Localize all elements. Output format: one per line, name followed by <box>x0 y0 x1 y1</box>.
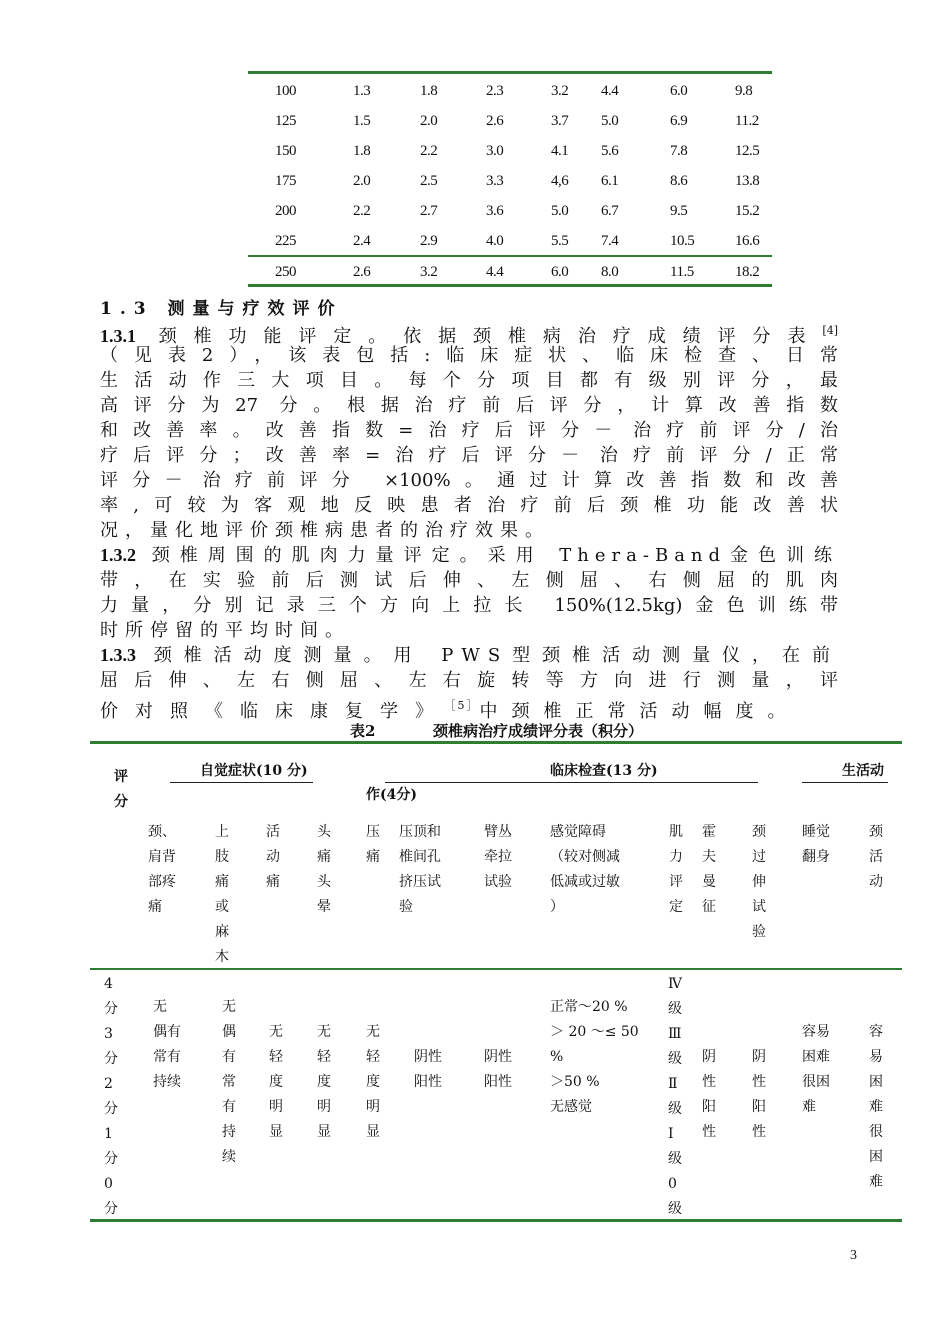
table-cell: 6.0 <box>670 83 688 99</box>
value-movement-pain-line: 轻 <box>269 1049 283 1065</box>
header-sleep-turning-line: 睡觉 <box>802 824 830 840</box>
table-cell: 18.2 <box>735 264 760 280</box>
table-cell: 2.0 <box>420 113 438 129</box>
value-movement-pain-line: 显 <box>269 1124 283 1140</box>
table2-mid-rule <box>90 968 902 970</box>
table-row <box>0 141 950 161</box>
table-cell: 11.5 <box>670 264 694 280</box>
para2-text: 颈椎周围的肌肉力量评定。采用 Thera-Band金色训练 <box>136 545 838 566</box>
para1-line8: 率,可较为客观地反映患者治疗前后颈椎功能改善状 <box>100 495 838 516</box>
score-header-char: 分 <box>114 794 128 810</box>
value-muscle-strength-line: Ⅳ <box>668 976 682 992</box>
value-neck-activity <box>869 1020 929 1195</box>
score-column-line: 1 <box>104 1126 113 1142</box>
value-extension-test-line: 性 <box>752 1074 766 1090</box>
table-row <box>0 231 950 251</box>
header-extension-test-line: 验 <box>752 924 766 940</box>
table2-score-header <box>114 765 174 815</box>
header-hoffmann-sign-line: 征 <box>702 899 716 915</box>
para1-line6: 疗后评分；改善率=治疗后评分－ 治疗前评分/正常 <box>100 445 838 466</box>
value-extension-test-line: 阴 <box>752 1049 766 1065</box>
table2-caption-number: 表2 <box>350 722 376 740</box>
header-muscle-strength-line: 肌 <box>669 824 683 840</box>
header-muscle-strength-line: 定 <box>669 899 683 915</box>
group-header-daily: 生活动 <box>842 763 884 779</box>
header-extension-test-line: 颈 <box>752 824 766 840</box>
value-sensory-line: ＞ 20 ～≤ 50 <box>550 1024 639 1040</box>
value-compression-test-line: 阳性 <box>414 1074 442 1090</box>
score-header-char: 评 <box>114 769 128 785</box>
group-underline-symptoms <box>170 782 313 783</box>
table-cell: 200 <box>275 203 296 219</box>
value-headache-line: 无 <box>317 1024 331 1040</box>
value-limb-pain-line: 无 <box>222 999 236 1015</box>
value-sleep-turning-line: 困难 <box>802 1049 830 1065</box>
value-tenderness-line: 度 <box>366 1074 380 1090</box>
table-cell: 250 <box>275 264 296 280</box>
value-muscle-strength-line: Ⅲ <box>668 1026 682 1042</box>
para1-line2: （见表2），该表包括:临床症状、临床检查、日常 <box>100 345 838 366</box>
para1-number: 1.3.1 <box>100 326 136 346</box>
table2-bottom-rule <box>90 1219 902 1222</box>
value-hoffmann-sign-line: 性 <box>702 1124 716 1140</box>
header-limb-pain-line: 上 <box>215 824 229 840</box>
table-cell: 4.4 <box>601 83 619 99</box>
header-sensory-line: ） <box>550 899 564 915</box>
value-limb-pain-line: 有 <box>222 1099 236 1115</box>
table-cell: 4.1 <box>551 143 569 159</box>
table2-caption <box>0 720 950 740</box>
table-row <box>0 111 950 131</box>
table-cell: 2.5 <box>420 173 438 189</box>
table-cell: 3.2 <box>551 83 569 99</box>
para3-line2: 屈后伸、左右侧屈、左右旋转等方向进行测量，评 <box>100 670 838 691</box>
value-neck-activity-line: 困 <box>869 1149 883 1165</box>
value-extension-test-line: 阳 <box>752 1099 766 1115</box>
value-hoffmann-sign-line: 性 <box>702 1074 716 1090</box>
table-cell: 5.6 <box>601 143 619 159</box>
para1-line7: 评分－ 治疗前评分 ×100%。通过计算改善指数和改善 <box>100 470 838 491</box>
value-neck-activity-line: 困 <box>869 1074 883 1090</box>
table-cell: 15.2 <box>735 203 760 219</box>
value-hoffmann-sign-line: 阳 <box>702 1099 716 1115</box>
value-neck-shoulder-pain-line: 偶有 <box>153 1024 181 1040</box>
table-cell: 3.2 <box>420 264 438 280</box>
table1-bottom-rule <box>248 284 772 287</box>
table-cell: 11.2 <box>735 113 759 129</box>
value-muscle-strength-line: 0 <box>668 1176 677 1192</box>
value-hoffmann-sign-line: 阴 <box>702 1049 716 1065</box>
value-compression-test-line: 阴性 <box>414 1049 442 1065</box>
value-muscle-strength-line: 级 <box>668 1001 682 1017</box>
header-compression-test-line: 椎间孔 <box>399 849 441 865</box>
value-neck-activity-line: 难 <box>869 1099 883 1115</box>
value-muscle-strength-line: Ⅰ <box>668 1126 674 1142</box>
header-limb-pain-line: 肢 <box>215 849 229 865</box>
value-neck-shoulder-pain-line: 无 <box>153 999 167 1015</box>
value-brachial-plexus-test-line: 阴性 <box>484 1049 512 1065</box>
header-muscle-strength-line: 评 <box>669 874 683 890</box>
table-cell: 7.8 <box>670 143 688 159</box>
value-neck-shoulder-pain <box>153 995 213 1095</box>
value-muscle-strength-line: 级 <box>668 1101 682 1117</box>
score-column-line: 分 <box>104 1001 118 1017</box>
header-compression-test <box>399 820 459 920</box>
group-header-daily-cont: 作(4分) <box>366 787 417 803</box>
header-tenderness-line: 痛 <box>366 849 380 865</box>
header-compression-test-line: 挤压试 <box>399 874 441 890</box>
value-neck-shoulder-pain-line: 持续 <box>153 1074 181 1090</box>
value-headache-line: 度 <box>317 1074 331 1090</box>
table-cell: 2.3 <box>486 83 504 99</box>
value-neck-activity-line: 很 <box>869 1124 883 1140</box>
header-movement-pain-line: 活 <box>266 824 280 840</box>
table2-caption-title: 颈椎病治疗成绩评分表（积分） <box>433 722 644 740</box>
value-movement-pain-line: 明 <box>269 1099 283 1115</box>
header-hoffmann-sign-line: 夫 <box>702 849 716 865</box>
value-sleep-turning <box>802 1020 862 1120</box>
para3-text-b: 中颈椎正常活动幅度。 <box>479 701 800 722</box>
value-headache-line: 明 <box>317 1099 331 1115</box>
table-cell: 4,6 <box>551 173 569 189</box>
header-brachial-plexus-test-line: 试验 <box>484 874 512 890</box>
table-cell: 5.0 <box>601 113 619 129</box>
header-brachial-plexus-test <box>484 820 544 895</box>
para3-text-a: 价对照《临床康复学》 <box>100 701 450 722</box>
table-cell: 3.6 <box>486 203 504 219</box>
value-neck-shoulder-pain-line: 常有 <box>153 1049 181 1065</box>
group-underline-daily <box>802 782 888 783</box>
header-sensory-line: （较对侧减 <box>550 849 620 865</box>
table-cell: 3.0 <box>486 143 504 159</box>
header-extension-test-line: 伸 <box>752 874 766 890</box>
table-row <box>0 201 950 221</box>
header-neck-activity-line: 活 <box>869 849 883 865</box>
table-cell: 9.8 <box>735 83 753 99</box>
header-compression-test-line: 压顶和 <box>399 824 441 840</box>
table-cell: 175 <box>275 173 296 189</box>
score-column-line: 分 <box>104 1151 118 1167</box>
value-movement-pain-line: 度 <box>269 1074 283 1090</box>
value-tenderness-line: 显 <box>366 1124 380 1140</box>
value-sensory-line: % <box>550 1049 564 1065</box>
header-movement-pain-line: 动 <box>266 849 280 865</box>
table-cell: 7.4 <box>601 233 619 249</box>
table-cell: 225 <box>275 233 296 249</box>
value-limb-pain-line: 续 <box>222 1149 236 1165</box>
para3-text: 颈椎活动度测量。用 PWS型颈椎活动测量仪，在前 <box>136 645 838 666</box>
table-cell: 2.2 <box>353 203 371 219</box>
value-tenderness-line: 明 <box>366 1099 380 1115</box>
value-compression-test <box>414 1045 474 1095</box>
header-neck-activity-line: 颈 <box>869 824 883 840</box>
header-extension-test-line: 试 <box>752 899 766 915</box>
para1-text: 颈椎功能评定。依据颈椎病治疗成绩评分表 <box>136 326 823 347</box>
table-cell: 150 <box>275 143 296 159</box>
header-brachial-plexus-test-line: 臂丛 <box>484 824 512 840</box>
table-cell: 5.5 <box>551 233 569 249</box>
para2-line4: 时所停留的平均时间。 <box>100 620 350 641</box>
table-cell: 16.6 <box>735 233 760 249</box>
value-neck-activity-line: 难 <box>869 1174 883 1190</box>
header-hoffmann-sign-line: 曼 <box>702 874 716 890</box>
table-cell: 1.8 <box>353 143 371 159</box>
table-cell: 2.7 <box>420 203 438 219</box>
header-neck-shoulder-pain <box>148 820 208 920</box>
table-cell: 8.6 <box>670 173 688 189</box>
para1-ref: [4] <box>822 324 838 337</box>
table2-top-rule <box>90 741 902 744</box>
score-column-line: 2 <box>104 1076 113 1092</box>
group-header-clinical: 临床检查(13 分) <box>550 763 658 779</box>
table1-top-rule <box>248 71 772 74</box>
table-cell: 8.0 <box>601 264 619 280</box>
header-limb-pain-line: 麻 <box>215 924 229 940</box>
value-sensory-line: 无感觉 <box>550 1099 592 1115</box>
header-headache-line: 头 <box>317 874 331 890</box>
table-cell: 12.5 <box>735 143 760 159</box>
para1-line4: 高评分为27 分。根据治疗前后评分，计算改善指数 <box>100 395 838 416</box>
score-column-line: 分 <box>104 1201 118 1217</box>
header-movement-pain-line: 痛 <box>266 874 280 890</box>
header-sensory <box>550 820 620 920</box>
value-tenderness-line: 无 <box>366 1024 380 1040</box>
table-cell: 125 <box>275 113 296 129</box>
value-neck-activity-line: 容 <box>869 1024 883 1040</box>
table-cell: 2.9 <box>420 233 438 249</box>
header-hoffmann-sign-line: 霍 <box>702 824 716 840</box>
header-sleep-turning-line: 翻身 <box>802 849 830 865</box>
para3-line1 <box>100 643 838 668</box>
table-cell: 6.0 <box>551 264 569 280</box>
header-sensory-line: 低减或过敏 <box>550 874 620 890</box>
value-muscle-strength-line: Ⅱ <box>668 1076 678 1092</box>
value-muscle-strength-line: 级 <box>668 1051 682 1067</box>
header-sensory-line: 感觉障碍 <box>550 824 606 840</box>
table-cell: 2.6 <box>353 264 371 280</box>
header-extension-test-line: 过 <box>752 849 766 865</box>
header-neck-shoulder-pain-line: 肩背 <box>148 849 176 865</box>
section-heading: 1.3 测量与疗效评价 <box>100 299 343 319</box>
value-sleep-turning-line: 很困 <box>802 1074 830 1090</box>
para2-line1 <box>100 543 838 568</box>
table-cell: 3.3 <box>486 173 504 189</box>
header-tenderness-line: 压 <box>366 824 380 840</box>
score-column-line: 分 <box>104 1051 118 1067</box>
table-cell: 1.5 <box>353 113 371 129</box>
value-movement-pain-line: 无 <box>269 1024 283 1040</box>
header-limb-pain-line: 或 <box>215 899 229 915</box>
table-cell: 6.9 <box>670 113 688 129</box>
table-cell: 13.8 <box>735 173 760 189</box>
table-cell: 9.5 <box>670 203 688 219</box>
para1-line3: 生活动作三大项目。每个分项目都有级别评分，最 <box>100 370 838 391</box>
group-header-symptoms: 自觉症状(10 分) <box>200 763 308 779</box>
value-sleep-turning-line: 容易 <box>802 1024 830 1040</box>
header-limb-pain-line: 痛 <box>215 874 229 890</box>
para2-line2: 带，在实验前后测试后伸、左侧屈、右侧屈的肌肉 <box>100 570 838 591</box>
value-sensory-line: 正常～20 % <box>550 999 628 1015</box>
header-muscle-strength-line: 力 <box>669 849 683 865</box>
table-cell: 4.0 <box>486 233 504 249</box>
header-limb-pain-line: 木 <box>215 949 229 965</box>
header-sleep-turning <box>802 820 862 870</box>
value-sleep-turning-line: 难 <box>802 1099 816 1115</box>
score-column-line: 分 <box>104 1101 118 1117</box>
header-neck-activity <box>869 820 929 895</box>
value-limb-pain-line: 有 <box>222 1049 236 1065</box>
header-headache-line: 头 <box>317 824 331 840</box>
para1-line1 <box>100 318 838 347</box>
table-cell: 4.4 <box>486 264 504 280</box>
table-cell: 6.1 <box>601 173 619 189</box>
table-cell: 1.3 <box>353 83 371 99</box>
page-number: 3 <box>850 1248 857 1263</box>
header-headache-line: 痛 <box>317 849 331 865</box>
header-neck-shoulder-pain-line: 颈、 <box>148 824 176 840</box>
para3-number: 1.3.3 <box>100 645 136 665</box>
table-cell: 2.4 <box>353 233 371 249</box>
table-cell: 100 <box>275 83 296 99</box>
value-brachial-plexus-test <box>484 1045 544 1095</box>
para1-line5: 和改善率。改善指数=治疗后评分－ 治疗前评分/治 <box>100 420 838 441</box>
table-cell: 6.7 <box>601 203 619 219</box>
value-muscle-strength-line: 级 <box>668 1201 682 1217</box>
table-cell: 5.0 <box>551 203 569 219</box>
value-muscle-strength-line: 级 <box>668 1151 682 1167</box>
header-neck-shoulder-pain-line: 痛 <box>148 899 162 915</box>
para3-line3 <box>100 693 838 722</box>
value-extension-test-line: 性 <box>752 1124 766 1140</box>
header-headache-line: 晕 <box>317 899 331 915</box>
para3-ref: ［5］ <box>450 699 480 712</box>
value-brachial-plexus-test-line: 阳性 <box>484 1074 512 1090</box>
header-neck-activity-line: 动 <box>869 874 883 890</box>
table-row <box>0 262 950 282</box>
header-compression-test-line: 验 <box>399 899 413 915</box>
score-column-line: 3 <box>104 1026 113 1042</box>
value-limb-pain-line: 偶 <box>222 1024 236 1040</box>
table-cell: 2.2 <box>420 143 438 159</box>
score-column-line: 0 <box>104 1176 113 1192</box>
header-brachial-plexus-test-line: 牵拉 <box>484 849 512 865</box>
value-sensory <box>550 995 639 1120</box>
value-limb-pain-line: 常 <box>222 1074 236 1090</box>
group-underline-clinical <box>385 782 758 783</box>
value-tenderness-line: 轻 <box>366 1049 380 1065</box>
para1-line9: 况，量化地评价颈椎病患者的治疗效果。 <box>100 520 550 541</box>
table-cell: 2.6 <box>486 113 504 129</box>
value-headache-line: 轻 <box>317 1049 331 1065</box>
value-sensory-line: ＞50 % <box>550 1074 600 1090</box>
score-column-line: 4 <box>104 976 113 992</box>
value-headache-line: 显 <box>317 1124 331 1140</box>
value-neck-activity-line: 易 <box>869 1049 883 1065</box>
table-cell: 2.0 <box>353 173 371 189</box>
table-row <box>0 171 950 191</box>
header-neck-shoulder-pain-line: 部疼 <box>148 874 176 890</box>
table-row <box>0 81 950 101</box>
table1-mid-rule <box>248 255 772 257</box>
table-cell: 1.8 <box>420 83 438 99</box>
para2-line3: 力量，分别记录三个方向上拉长 150%(12.5kg)金色训练带 <box>100 595 838 616</box>
para2-number: 1.3.2 <box>100 545 136 565</box>
table-cell: 10.5 <box>670 233 695 249</box>
table-cell: 3.7 <box>551 113 569 129</box>
value-limb-pain-line: 持 <box>222 1124 236 1140</box>
